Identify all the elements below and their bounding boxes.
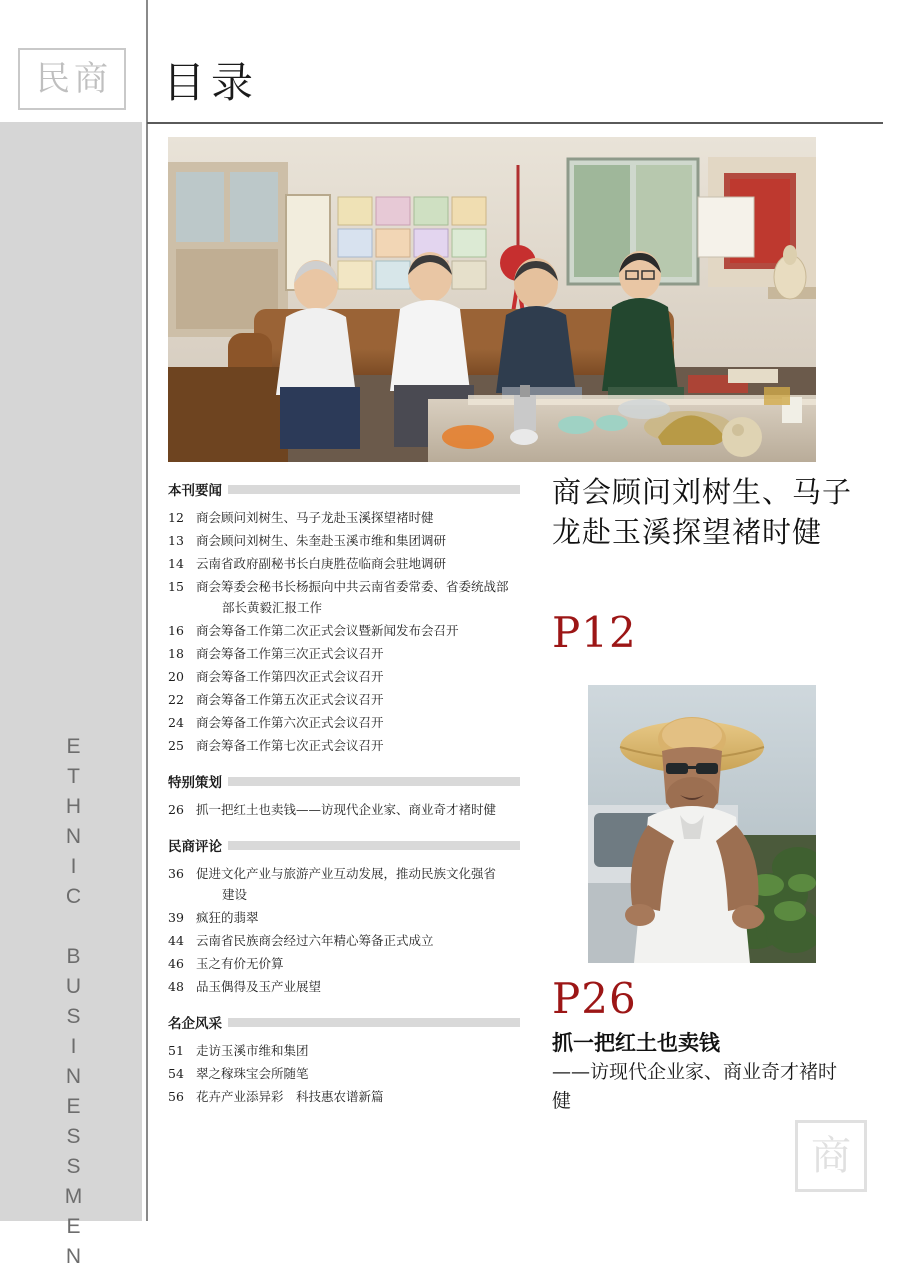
toc-entry-page: 20 [168, 669, 184, 684]
toc-entry[interactable] [168, 735, 520, 756]
toc-section-title: 名企风采 [168, 1015, 228, 1033]
toc-entry-page: 16 [168, 623, 184, 638]
toc-entry[interactable] [168, 712, 520, 733]
toc-section-title: 民商评论 [168, 838, 228, 856]
toc-entry[interactable] [168, 953, 520, 974]
toc-entry-title: 翠之稼珠宝会所随笔 [196, 1066, 309, 1081]
toc-entry[interactable] [168, 643, 520, 664]
toc-section [168, 772, 520, 820]
toc-section [168, 836, 520, 997]
toc-entry[interactable] [168, 976, 520, 997]
toc-entry-page: 15 [168, 579, 184, 594]
toc-entry-title: 商会筹备工作第三次正式会议召开 [196, 646, 384, 661]
header-divider [147, 122, 883, 124]
magazine-logo-text: 民商 [36, 59, 112, 99]
watermark-logo [795, 1120, 867, 1192]
toc-entry-page: 25 [168, 738, 184, 753]
toc-entry-title-line2: 部长黄毅汇报工作 [222, 600, 323, 615]
magazine-logo [18, 48, 126, 110]
feature-headline-2: 抓一把红土也卖钱 [552, 1030, 720, 1055]
toc-entry-page: 56 [168, 1089, 184, 1104]
toc-entry-title: 商会顾问刘树生、朱奎赴玉溪市维和集团调研 [196, 533, 447, 548]
toc-entry[interactable] [168, 689, 520, 710]
toc-section-header [168, 1013, 520, 1031]
toc-entry-title: 云南省民族商会经过六年精心筹备正式成立 [196, 933, 434, 948]
toc-entry-title: 商会筹备工作第七次正式会议召开 [196, 738, 384, 753]
toc-entry-title: 品玉偶得及玉产业展望 [196, 979, 322, 994]
toc-section-header [168, 772, 520, 790]
feature-page-number-1: P12 [552, 608, 637, 657]
toc-section-header [168, 836, 520, 854]
table-of-contents [168, 480, 520, 1123]
toc-entry-page: 36 [168, 866, 184, 881]
toc-entry[interactable] [168, 553, 520, 574]
toc-entry[interactable] [168, 1086, 520, 1107]
vertical-english-label: ETHNIC BUSINESSMEN [62, 735, 85, 1275]
toc-entry-title: 走访玉溪市维和集团 [196, 1043, 309, 1058]
toc-entry[interactable] [168, 507, 520, 528]
feature-photo-illustration [588, 685, 816, 963]
watermark-logo-text: 商 [811, 1133, 851, 1179]
toc-entry-title [194, 576, 520, 618]
toc-entry[interactable] [168, 799, 520, 820]
page-title: 目录 [163, 58, 260, 107]
toc-entry-title-line2: 建设 [222, 887, 248, 902]
toc-section-title: 本刊要闻 [168, 482, 228, 500]
toc-entry-page: 22 [168, 692, 184, 707]
toc-entry-page: 18 [168, 646, 184, 661]
feature-headline-1: 商会顾问刘树生、马子龙赴玉溪探望褚时健 [552, 475, 853, 549]
toc-entry[interactable] [168, 1063, 520, 1084]
toc-entry-title: 商会筹备工作第六次正式会议召开 [196, 715, 384, 730]
toc-entry[interactable] [168, 863, 520, 905]
toc-entry-page: 48 [168, 979, 184, 994]
hero-photo-illustration [168, 137, 816, 462]
hero-photo [168, 137, 816, 462]
toc-entry-title-line1: 促进文化产业与旅游产业互动发展，推动民族文化强省 [196, 866, 497, 881]
toc-entry[interactable] [168, 907, 520, 928]
toc-entry-page: 51 [168, 1043, 184, 1058]
toc-entry-title: 抓一把红土也卖钱——访现代企业家、商业奇才褚时健 [196, 802, 497, 817]
toc-entry-title: 商会筹备工作第四次正式会议召开 [196, 669, 384, 684]
toc-entry[interactable] [168, 576, 520, 618]
toc-entry-title-line1: 商会筹委会秘书长杨振向中共云南省委常委、省委统战部 [196, 579, 509, 594]
toc-entry-title: 疯狂的翡翠 [196, 910, 259, 925]
toc-entry[interactable] [168, 1040, 520, 1061]
toc-entry-page: 13 [168, 533, 184, 548]
toc-entry-title [194, 863, 520, 905]
feature-photo [588, 685, 816, 963]
toc-section [168, 1013, 520, 1107]
toc-section-title: 特别策划 [168, 774, 228, 792]
toc-entry-title: 云南省政府副秘书长白庚胜莅临商会驻地调研 [196, 556, 447, 571]
toc-entry-title: 玉之有价无价算 [196, 956, 284, 971]
toc-entry-page: 24 [168, 715, 184, 730]
toc-entry[interactable] [168, 620, 520, 641]
toc-entry-page: 46 [168, 956, 184, 971]
toc-entry-page: 12 [168, 510, 184, 525]
toc-entry-title: 商会筹备工作第二次正式会议暨新闻发布会召开 [196, 623, 459, 638]
toc-entry[interactable] [168, 666, 520, 687]
vertical-divider [146, 0, 148, 1221]
toc-entry-title: 商会筹备工作第五次正式会议召开 [196, 692, 384, 707]
toc-entry-page: 26 [168, 802, 184, 817]
toc-section-header [168, 480, 520, 498]
toc-entry-page: 54 [168, 1066, 184, 1081]
toc-entry-page: 44 [168, 933, 184, 948]
toc-entry-title: 商会顾问刘树生、马子龙赴玉溪探望褚时健 [196, 510, 434, 525]
toc-entry[interactable] [168, 930, 520, 951]
feature-subheadline-2: ——访现代企业家、商业奇才褚时健 [552, 1061, 838, 1112]
toc-entry-page: 39 [168, 910, 184, 925]
toc-entry-title: 花卉产业添异彩 科技惠农谱新篇 [196, 1089, 384, 1104]
toc-entry-page: 14 [168, 556, 184, 571]
toc-section [168, 480, 520, 756]
feature-page-number-2: P26 [552, 974, 637, 1023]
toc-entry[interactable] [168, 530, 520, 551]
